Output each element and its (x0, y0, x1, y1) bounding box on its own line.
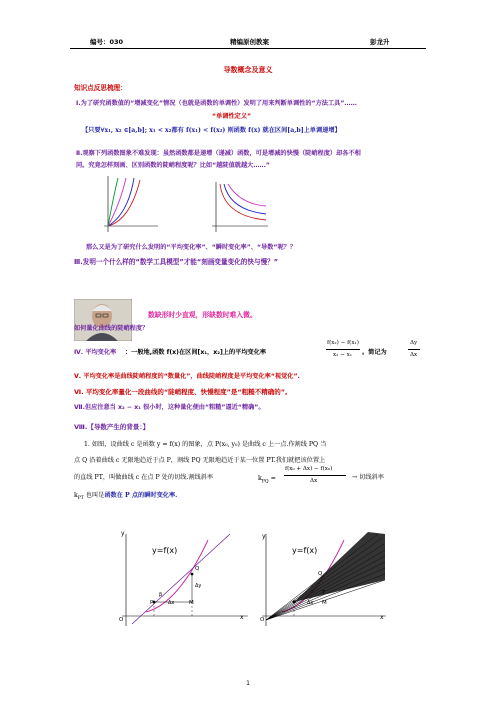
definition-formula: 【只要∀x₁, x₂ ∈[a,b]; x₁ < x₂都有 f(x₁) < f(x₂) 则函数 f(x) 就在区间[a,b]上单调递增】 (82, 127, 341, 134)
page-title: 导数概念及意义 (223, 66, 273, 74)
left-dy-label: Δy (195, 583, 202, 589)
increasing-graphs-figure (100, 174, 160, 234)
fraction-bar (326, 349, 360, 350)
short-numerator: Δy (410, 340, 418, 346)
secant-figure (118, 530, 250, 630)
secant-numerator: f(x₀ + Δx) − f(x₀) (285, 466, 333, 472)
page-number: 1 (246, 680, 250, 687)
section-knowledge: 知识点反思梳理： (74, 84, 127, 92)
paragraph-9: Ⅶ.但应注意当 x₂ − x₁ 很小时，这种量化便由“粗糙”逼近“精确”。 (74, 404, 265, 411)
left-p-label: P (150, 600, 154, 606)
definition-label: “单调性定义” (212, 113, 252, 120)
average-rate-tail: 。简记为 (362, 349, 387, 356)
average-rate-text: ：一般地,函数 f(x)在区间[x₁，x₂]上的平均变化率 (125, 349, 267, 356)
left-func-label: y=f(x) (152, 546, 178, 555)
paragraph-10: Ⅷ.【导数产生的背景：】 (74, 423, 150, 431)
right-dx-label: Δx (307, 600, 314, 606)
decreasing-graphs-figure (210, 180, 270, 234)
left-q-label: Q (195, 566, 200, 572)
paragraph-7: Ⅴ. 平均变化率是曲线陡峭程度的“数量化”，曲线陡峭程度是平均变化率“视觉化”. (74, 373, 300, 380)
right-x-axis-label: x (380, 614, 384, 621)
left-m-label: M (189, 600, 194, 606)
secant-fraction-bar (284, 475, 346, 476)
paragraph-3: 那么又是为了研究什么发明的“平均变化率”、“瞬时变化率”、“导数”呢？？ (86, 244, 297, 251)
paragraph-11-line-2: 点 Q 沿着曲线 c 无限地趋近于点 P，割线 PQ 无限地趋近于某一位置 PT.我们就把该位置上 (74, 457, 326, 464)
short-fraction-bar (408, 349, 420, 350)
right-origin-label: O (260, 617, 265, 623)
portrait-photo (74, 299, 132, 341)
average-rate-denominator: x₂ − x₁ (333, 352, 353, 358)
average-rate-numerator: f(x₂) − f(x₁) (327, 340, 359, 346)
paragraph-5: 如何量化曲线的陡峭程度？ (74, 325, 149, 332)
short-denominator: Δx (410, 352, 418, 358)
tangent-figure (258, 530, 388, 630)
paragraph-1: Ⅰ.为了研究函数值的“增减变化”情况（也就是函数的单调性）发明了用来判断单调性的“方法工具”…… (76, 100, 357, 107)
secant-denominator: Δx (310, 478, 318, 484)
paragraph-11-line-1: 1. 如图，设曲线 c 是函数 y = f(x) 的图象，点 P(x₀, y₀) 是曲线 c 上一点.作割线 PQ 当 (84, 441, 327, 448)
paragraph-11-line-3-tail: → 切线斜率 (352, 474, 384, 481)
quote: 数缺形时少直观，形缺数时难入微。 (148, 311, 257, 319)
paragraph-8: Ⅵ. 平均变化率量化一段曲线的“陡峭程度、快慢程度”是“粗糙不精确的”, (74, 388, 288, 396)
left-dx-label: Δx (168, 600, 175, 606)
left-x-axis-label: x (240, 614, 244, 621)
kpt-symbol: $k_{PT}$ 也叫是函数在 P 点的瞬时变化率. (74, 492, 178, 502)
paragraph-11-line-3: 的直线 PT，叫做曲线 c 在点 P 处的切线.割线斜率 (74, 474, 214, 481)
left-y-axis-label: y (121, 530, 125, 537)
paragraph-2-line-2: 同。究竟怎样刻画、区别函数的陡峭程度呢？比如“越陡值就越大……” (76, 162, 270, 169)
left-origin-label: O (119, 617, 124, 623)
right-q-label: Q (318, 571, 323, 577)
paragraph-4: Ⅲ.发明一个什么样的“数学工具模型”才能“刻画变量变化的快与慢？” (74, 258, 279, 266)
right-func-label: y=f(x) (292, 546, 318, 555)
right-p-label: P (293, 600, 297, 606)
right-m-label: M (322, 600, 327, 606)
left-beta-label: β (159, 592, 163, 598)
header-series: 精编原创教案 (230, 38, 269, 46)
right-y-axis-label: y (262, 533, 266, 540)
paragraph-2-line-1: Ⅱ.观察下列函数图象不难发现：虽然函数都是递增（递减）函数，可是增减的快慢（陡峭程度）却各不相 (76, 150, 361, 157)
header-rule (70, 48, 426, 49)
header-number: 编号：030 (90, 38, 124, 46)
right-t-label: T (322, 590, 326, 596)
header-author: 彭龙升 (370, 38, 390, 46)
average-rate-label: Ⅳ. 平均变化率 (74, 349, 117, 356)
kpq-symbol: $k_{PQ}$ = (258, 474, 276, 485)
